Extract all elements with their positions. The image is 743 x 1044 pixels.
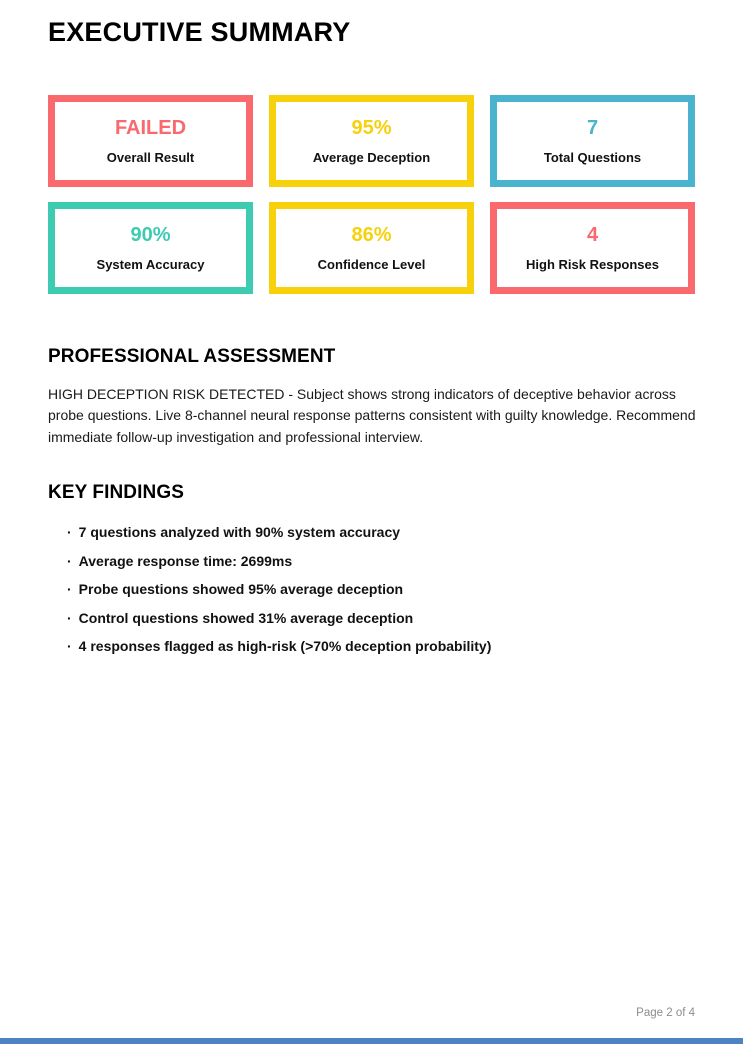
page-number: Page 2 of 4 [636, 1007, 695, 1019]
stat-card-value: 95% [351, 116, 392, 139]
stat-card-label: High Risk Responses [526, 256, 659, 272]
key-findings-section [48, 482, 695, 654]
professional-assessment-heading: PROFESSIONAL ASSESSMENT [48, 345, 336, 367]
stat-card-label: System Accuracy [96, 256, 205, 272]
stat-card-label: Average Deception [312, 149, 431, 165]
bullet-dot-icon: · [67, 552, 72, 569]
finding-text: 7 questions analyzed with 90% system accuracy [78, 524, 401, 541]
stat-card [269, 202, 474, 294]
stat-card-value: 90% [130, 223, 171, 246]
stat-card-value: FAILED [114, 116, 187, 139]
stat-card-label: Total Questions [543, 149, 642, 165]
list-item [67, 553, 695, 569]
finding-text: Average response time: 2699ms [78, 552, 293, 569]
page-title: EXECUTIVE SUMMARY [48, 17, 351, 47]
stat-card-grid [48, 95, 695, 294]
stat-card-label: Overall Result [106, 149, 195, 165]
bullet-dot-icon: · [67, 581, 72, 598]
stat-card [269, 95, 474, 187]
report-content [0, 18, 743, 654]
finding-text: Control questions showed 31% average deception [78, 609, 414, 626]
bullet-dot-icon: · [67, 638, 72, 655]
key-findings-list [48, 524, 695, 654]
list-item [67, 638, 695, 654]
stat-card-label: Confidence Level [317, 256, 426, 272]
stat-card-value: 86% [351, 223, 392, 246]
bullet-dot-icon: · [67, 524, 72, 541]
key-findings-heading: KEY FINDINGS [48, 482, 184, 504]
list-item [67, 524, 695, 540]
stat-card-value: 4 [586, 223, 599, 246]
stat-card [48, 202, 253, 294]
professional-assessment-body: HIGH DECEPTION RISK DETECTED - Subject shows strong indicators of deceptive behavior across probe questions. Live 8-channel neural response patterns consistent with guilty knowledge. Recommend immediate follow-up investigation and professional interview. [48, 385, 696, 445]
stat-card [490, 95, 695, 187]
list-item [67, 581, 695, 597]
bottom-accent-bar [0, 1038, 743, 1044]
stat-card-value: 7 [586, 116, 599, 139]
stat-card [48, 95, 253, 187]
professional-assessment-section [48, 346, 695, 449]
bullet-dot-icon: · [67, 609, 72, 626]
finding-text: Probe questions showed 95% average deception [78, 581, 404, 598]
stat-card [490, 202, 695, 294]
list-item [67, 610, 695, 626]
finding-text: 4 responses flagged as high-risk (>70% deception probability) [78, 638, 492, 655]
